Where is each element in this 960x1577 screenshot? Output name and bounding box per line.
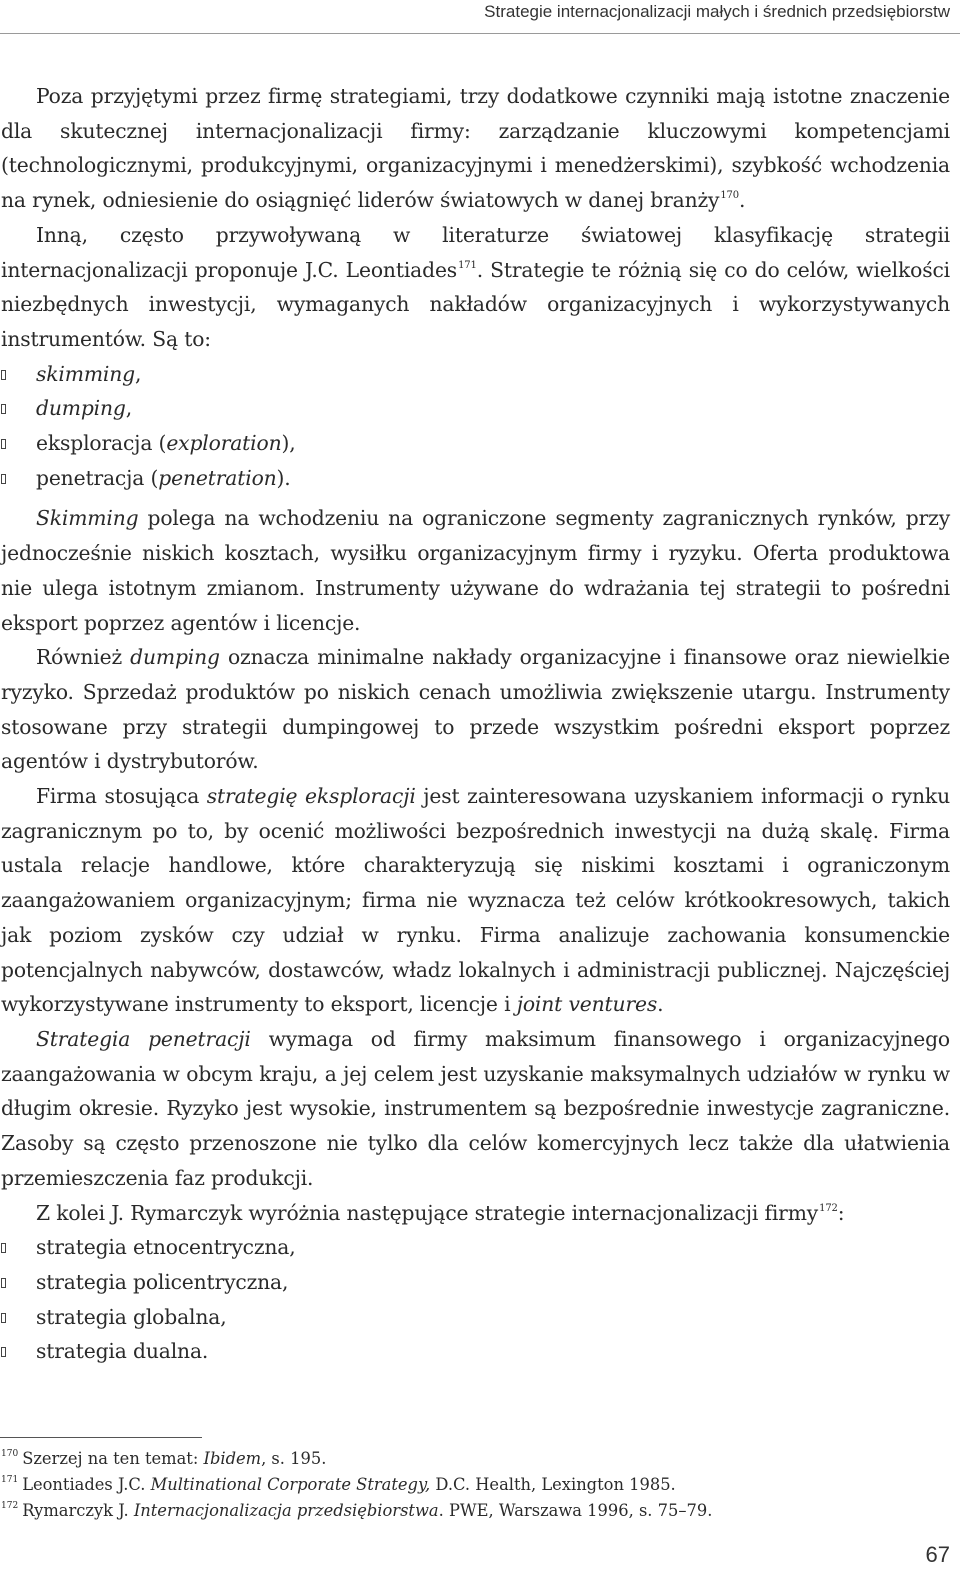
running-head: Strategie internacjonalizacji małych i średnich przedsiębiorstw — [484, 2, 950, 21]
footnote-rule — [0, 1437, 202, 1438]
strategy-list-leontiades — [1, 357, 950, 496]
list-item: strategia policentryczna, — [1, 1265, 950, 1300]
paragraph-2: Inną, często przywoływaną w literaturze światowej klasyfikację strategii internacjonalizacji proponuje J.C. Leontiades$^{171}$. Strategie te różnią się co do celów, wielkości niezbędnych inwestycji, wymaganych nakładów organizacyjnych i wykorzystywanych instrumentów. Są to: — [1, 222, 950, 351]
list-item: strategia etnocentryczna, — [1, 1230, 950, 1265]
paragraph-penetration: Strategia penetracji wymaga od firmy maksimum finansowego i organizacyjnego zaangażowania w obcym kraju, a jej celem jest uzyskanie maksymalnych udziałów w rynku w długim okresie. Ryzyko jest wysokie, instrumentem są bezpośrednie inwestycje zagraniczne. Zasoby są często przenoszone nie tylko dla celów komercyjnych lecz także dla ułatwienia przemieszczenia faz produkcji. — [1, 1026, 950, 1190]
paragraph-rymarczyk: Z kolei J. Rymarczyk wyróżnia następujące strategie internacjonalizacji firmy$^{172}$: — [36, 1200, 845, 1225]
bullet-square-icon — [1, 474, 6, 484]
bullet-square-icon — [1, 1243, 6, 1253]
list-item: dumping, — [1, 391, 950, 426]
list-item: strategia globalna, — [1, 1300, 950, 1335]
paragraph-skimming: Skimming polega na wchodzeniu na ograniczone segmenty zagranicznych rynków, przy jednocześnie niskich kosztach, wysiłku organizacyjnym firmy i ryzyku. Oferta produktowa nie ulega istotnym zmianom. Instrumenty używane do wdrażania tej strategii to pośredni eksport poprzez agentów i licencje. — [1, 506, 950, 635]
list-item: penetracja (penetration). — [1, 461, 950, 496]
header-rule — [0, 33, 960, 34]
paragraph-1: Poza przyjętymi przez firmę strategiami, trzy dodatkowe czynniki mają istotne znaczenie dla skutecznej internacjonalizacji firmy: zarządzanie kluczowymi kompetencjami (technologicznymi, produkcyjnymi, organizacyjnymi i menedżerskimi), szybkość wchodzenia na rynek, odniesienie do osiągnięć liderów światowych w danej branży$^{170}$. — [1, 84, 950, 213]
list-item: eksploracja (exploration), — [1, 426, 950, 461]
footnotes — [1, 1446, 941, 1524]
paragraph-dumping: Również dumping oznacza minimalne nakłady organizacyjne i finansowe oraz niewielkie ryzyko. Sprzedaż produktów po niskich cenach umożliwia zwiększenie utargu. Instrumenty stosowane przy strategii dumpingowej to przede wszystkim pośredni eksport poprzez agentów i dystrybutorów. — [1, 645, 950, 774]
bullet-square-icon — [1, 1313, 6, 1323]
footnote-170: $^{170}$ Szerzej na ten temat: Ibidem, s. 195. — [1, 1449, 327, 1468]
bullet-square-icon — [1, 1278, 6, 1288]
bullet-square-icon — [1, 439, 6, 449]
footnote-ref-172[interactable]: 172 — [819, 1202, 838, 1214]
bullet-square-icon — [1, 370, 6, 380]
paragraph-exploration: Firma stosująca strategię eksploracji jest zainteresowana uzyskaniem informacji o rynku zagranicznym po to, by ocenić możliwości bezpośrednich inwestycji na dużą skalę. Firma ustala relacje handlowe, które charakteryzują się niskimi kosztami i ograniczonym zaangażowaniem organizacyjnym; firma nie wyznacza też celów krótkookresowych, takich jak poziom zysków czy udział w rynku. Firma analizuje zachowania konsumenckie potencjalnych nabywców, dostawców, władz lokalnych i administracji publicznej. Najczęściej wykorzystywane instrumenty to eksport, licencje i joint ventures. — [1, 784, 950, 1017]
footnote-ref-170[interactable]: 170 — [720, 190, 739, 202]
bullet-square-icon — [1, 1347, 6, 1357]
bullet-square-icon — [1, 404, 6, 414]
footnote-172: $^{172}$ Rymarczyk J. Internacjonalizacja przedsiębiorstwa. PWE, Warszawa 1996, s. 75–79. — [1, 1501, 713, 1520]
footnote-171: $^{171}$ Leontiades J.C. Multinational Corporate Strategy, D.C. Health, Lexington 1985. — [1, 1475, 676, 1494]
body-text — [1, 79, 950, 1369]
footnote-ref-171[interactable]: 171 — [458, 259, 477, 271]
list-item: strategia dualna. — [1, 1334, 950, 1369]
strategy-list-rymarczyk — [1, 1230, 950, 1369]
list-item: skimming, — [1, 357, 950, 392]
page-number: 67 — [925, 1542, 950, 1567]
